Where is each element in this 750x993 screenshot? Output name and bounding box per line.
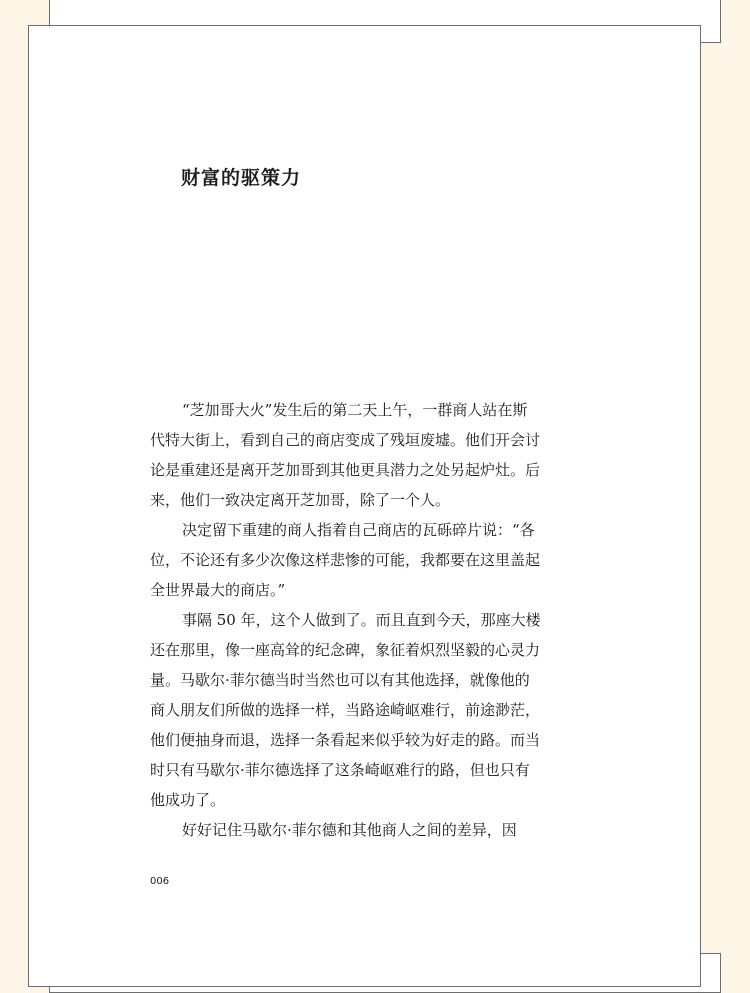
text-line: 位，不论还有多少次像这样悲惨的可能，我都要在这里盖起	[150, 551, 541, 569]
page-number: 006	[150, 876, 170, 887]
text-line: 代特大街上，看到自己的商店变成了残垣废墟。他们开会讨	[150, 431, 541, 449]
text-line: 他们便抽身而退，选择一条看起来似乎较为好走的路。而当	[150, 731, 541, 749]
chapter-title: 财富的驱策力	[181, 167, 302, 189]
text-line: 全世界最大的商店。”	[150, 581, 286, 599]
text-line: 决定留下重建的商人指着自己商店的瓦砾碎片说：“各	[182, 521, 535, 539]
text-line: 他成功了。	[150, 791, 226, 809]
text-line: 好好记住马歇尔·菲尔德和其他商人之间的差异，因	[182, 821, 517, 839]
text-line: 事隔 50 年，这个人做到了。而且直到今天，那座大楼	[182, 611, 541, 629]
paragraph-4	[150, 815, 517, 845]
paragraph-3	[150, 605, 541, 845]
text-line: 量。马歇尔·菲尔德当时当然也可以有其他选择，就像他的	[150, 671, 530, 689]
text-line: 来，他们一致决定离开芝加哥，除了一个人。	[150, 491, 451, 509]
paragraph-2	[150, 515, 540, 605]
text-line: 还在那里，像一座高耸的纪念碑，象征着炽烈坚毅的心灵力	[150, 641, 541, 659]
text-line: 论是重建还是离开芝加哥到其他更具潜力之处另起炉灶。后	[150, 461, 541, 479]
text-line: “芝加哥大火”发生后的第二天上午，一群商人站在斯	[182, 401, 528, 419]
text-line: 商人朋友们所做的选择一样，当路途崎岖难行，前途渺茫，	[150, 701, 541, 719]
text-line: 时只有马歇尔·菲尔德选择了这条崎岖难行的路，但也只有	[150, 761, 530, 779]
paragraph-1	[150, 395, 540, 515]
